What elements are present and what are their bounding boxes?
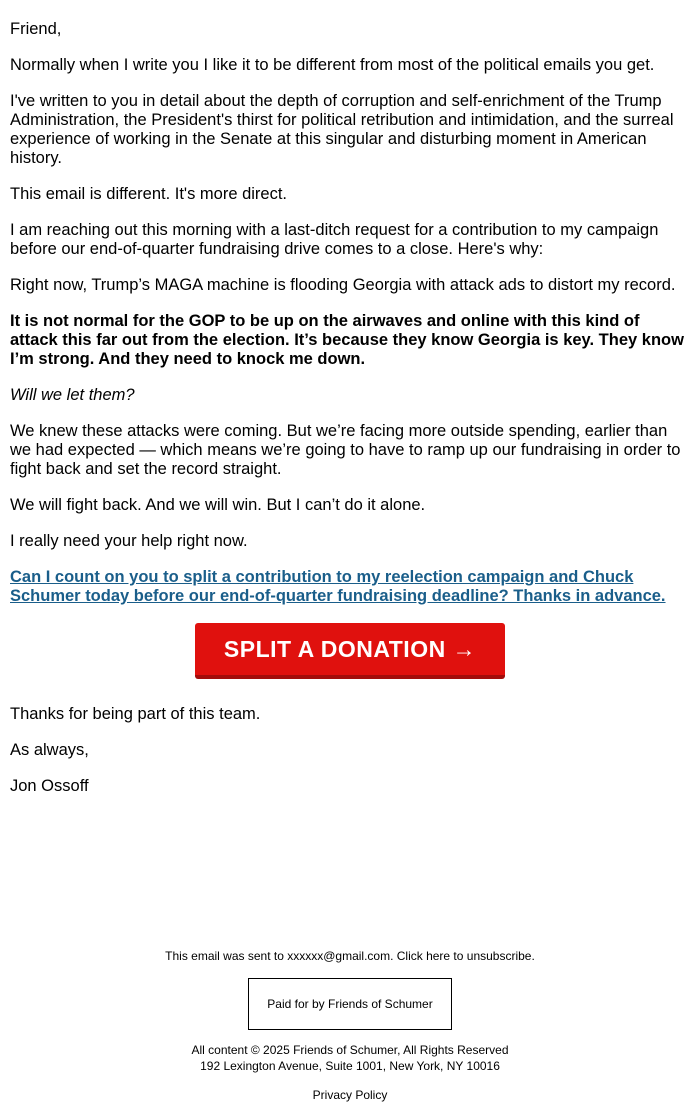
paragraph-intro: Normally when I write you I like it to be different from most of the political emails you get. (10, 56, 655, 74)
paragraph-need-help: I really need your help right now. (10, 532, 248, 550)
privacy-policy-link[interactable]: Privacy Policy (312, 1088, 388, 1102)
contribution-ask-link[interactable]: Can I count on you to split a contribution to my reelection campaign and Chuck Schumer today before our end-of-quarter fundraising deadline? Thanks in advance. (10, 568, 666, 605)
paragraph-bold-statement: It is not normal for the GOP to be up on the airwaves and online with this kind of attack this far out from the election. It’s because they know Georgia is key. They know I’m strong. And they need to knock me down. (10, 312, 684, 368)
paragraph-different: This email is different. It's more direct. (10, 185, 288, 203)
footer-unsubscribe-line (0, 948, 700, 964)
signature: Jon Ossoff (10, 777, 89, 795)
footer-copyright: All content © 2025 Friends of Schumer, All Rights Reserved (191, 1043, 509, 1057)
closing-as-always: As always, (10, 741, 89, 759)
paragraph-fight-back: We will fight back. And we will win. But I can’t do it alone. (10, 496, 426, 514)
paid-for-disclaimer: Paid for by Friends of Schumer (248, 978, 452, 1030)
cta-container (10, 623, 690, 679)
unsubscribe-link[interactable]: This email was sent to xxxxxx@gmail.com. Click here to unsubscribe. (165, 949, 535, 963)
paragraph-attack-ads: Right now, Trump’s MAGA machine is flooding Georgia with attack ads to distort my record. (10, 276, 676, 294)
greeting: Friend, (10, 20, 62, 38)
split-donation-button[interactable]: SPLIT A DONATION → (195, 623, 505, 679)
ask-paragraph (10, 568, 690, 606)
footer-address: 192 Lexington Avenue, Suite 1001, New York, NY 10016 (200, 1059, 500, 1073)
paragraph-question: Will we let them? (10, 386, 135, 404)
paragraph-request: I am reaching out this morning with a last-ditch request for a contribution to my campaign before our end-of-quarter fundraising drive comes to a close. Here's why: (10, 221, 659, 258)
email-footer (0, 948, 700, 1103)
paragraph-outside-spending: We knew these attacks were coming. But we’re facing more outside spending, earlier than we had expected — which means we’re going to have to ramp up our fundraising in order to fight back and set the record straight. (10, 422, 681, 478)
closing-thanks: Thanks for being part of this team. (10, 705, 261, 723)
paragraph-background: I've written to you in detail about the depth of corruption and self-enrichment of the Trump Administration, the President's thirst for political retribution and intimidation, and the surreal experience of working in the Senate at this singular and disturbing moment in American history. (10, 92, 674, 167)
